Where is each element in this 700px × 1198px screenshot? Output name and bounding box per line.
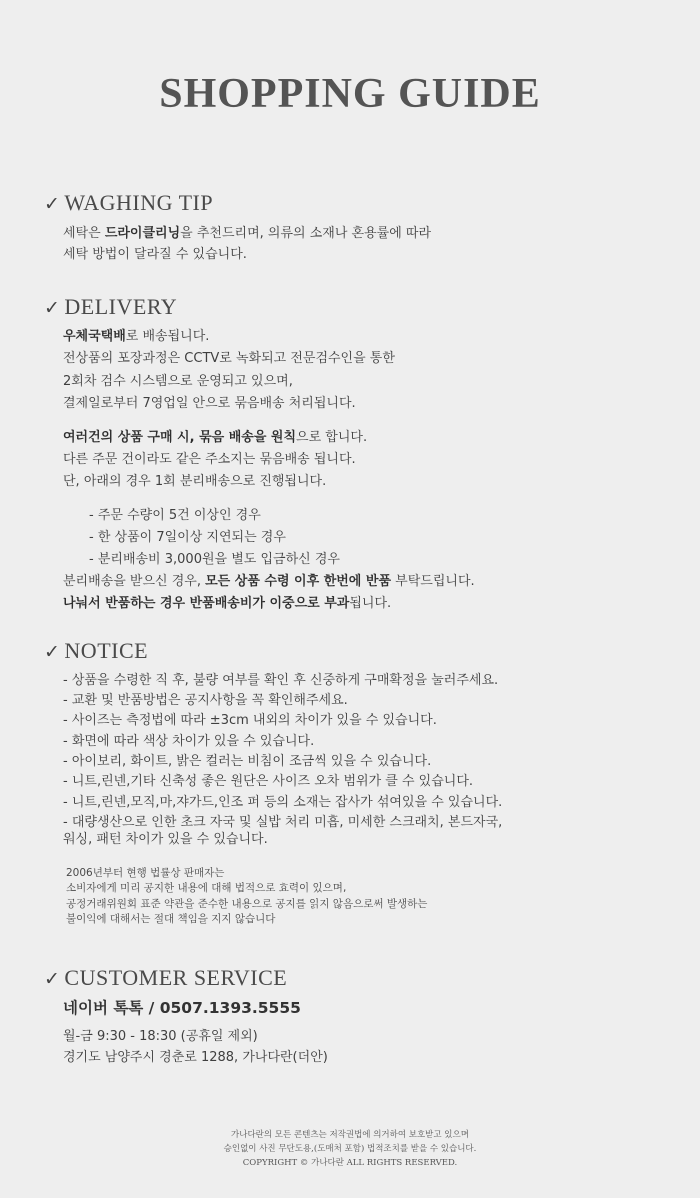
washing-heading-label: WAGHING TIP: [64, 190, 214, 215]
washing-text-line: 세탁 방법이 달라질 수 있습니다.: [63, 247, 247, 262]
text-fragment: 분리배송을 받으신 경우,: [63, 574, 206, 589]
section-heading-delivery: [44, 294, 177, 320]
business-hours: 월-금 9:30 - 18:30 (공휴일 제외): [63, 1029, 258, 1044]
legal-notice-line: 소비자에게 미리 공지한 내용에 대해 법적으로 효력이 있으며,: [66, 882, 347, 894]
legal-notice-line: 2006년부터 현행 법률상 판매자는: [66, 867, 225, 879]
text-fragment: 부탁드립니다.: [391, 574, 475, 589]
delivery-bullet: - 분리배송비 3,000원을 별도 입금하신 경우: [89, 552, 340, 567]
footer-copyright-line: 가나다란의 모든 콘텐츠는 저작권법에 의거하여 보호받고 있으며: [231, 1130, 469, 1140]
delivery-text-line: [63, 596, 391, 612]
notice-heading-label: NOTICE: [64, 638, 149, 663]
delivery-text-line: 결제일로부터 7영업일 안으로 묶음배송 처리됩니다.: [63, 396, 356, 411]
delivery-bullet: - 주문 수량이 5건 이상인 경우: [89, 508, 261, 523]
bold-text: 드라이클리닝: [104, 226, 181, 241]
delivery-text-line: 단, 아래의 경우 1회 분리배송으로 진행됩니다.: [63, 474, 327, 489]
legal-notice-line: 불이익에 대해서는 절대 책임을 지지 않습니다: [66, 913, 276, 925]
contact-line: 네이버 톡톡 / 0507.1393.5555: [63, 999, 301, 1017]
text-fragment: 로 배송됩니다.: [125, 329, 210, 344]
delivery-text-line: 2회차 검수 시스템으로 운영되고 있으며,: [63, 374, 293, 389]
footer-copyright-line: COPYRIGHT © 가나다란 ALL RIGHTS RESERVED.: [242, 1158, 458, 1168]
delivery-text-line: [63, 574, 475, 590]
address: 경기도 남양주시 경춘로 1288, 가나다란(더안): [63, 1050, 328, 1065]
check-icon: ✓: [44, 641, 61, 663]
notice-item: - 화면에 따라 색상 차이가 있을 수 있습니다.: [63, 734, 315, 749]
delivery-bullet: - 한 상품이 7일이상 지연되는 경우: [89, 530, 286, 545]
text-fragment: 을 추천드리며, 의류의 소재나 혼용률에 따라: [180, 226, 432, 241]
text-fragment: 됩니다.: [349, 596, 392, 611]
delivery-text-line: 다른 주문 건이라도 같은 주소지는 묶음배송 됩니다.: [63, 452, 356, 467]
washing-text-line: [63, 226, 431, 242]
section-heading-notice: [44, 638, 148, 664]
customer-heading-label: CUSTOMER SERVICE: [64, 965, 288, 990]
text-fragment: 세탁은: [63, 226, 105, 241]
bold-text: 모든 상품 수령 이후 한번에 반품: [205, 574, 392, 589]
check-icon: ✓: [44, 297, 61, 319]
check-icon: ✓: [44, 193, 61, 215]
bold-text: 나눠서 반품하는 경우 반품배송비가 이중으로 부과: [63, 596, 350, 611]
legal-notice-line: 공정거래위원회 표준 약관을 준수한 내용으로 공지를 읽지 않음으로써 발생하는: [66, 898, 428, 910]
section-heading-customer-service: [44, 965, 287, 991]
delivery-text-line: [63, 329, 209, 345]
text-fragment: 으로 합니다.: [296, 430, 368, 445]
bold-text: 여러건의 상품 구매 시, 묶음 배송을 원칙: [63, 430, 297, 445]
section-heading-washing: [44, 190, 213, 216]
page-title: SHOPPING GUIDE: [159, 71, 541, 117]
notice-item: - 니트,린넨,모직,마,쟈가드,인조 퍼 등의 소재는 잡사가 섞여있을 수 있습니다.: [63, 795, 503, 810]
delivery-text-line: 전상품의 포장과정은 CCTV로 녹화되고 전문검수인을 통한: [63, 351, 395, 366]
bold-text: 우체국택배: [63, 329, 126, 344]
check-icon: ✓: [44, 968, 61, 990]
notice-item: 워싱, 패턴 차이가 있을 수 있습니다.: [63, 832, 268, 847]
notice-item: - 교환 및 반품방법은 공지사항을 꼭 확인해주세요.: [63, 693, 348, 708]
notice-item: - 니트,린넨,기타 신축성 좋은 원단은 사이즈 오차 범위가 클 수 있습니다.: [63, 774, 474, 789]
delivery-heading-label: DELIVERY: [64, 294, 178, 319]
notice-item: - 대량생산으로 인한 초크 자국 및 실밥 처리 미흡, 미세한 스크래치, 본드자국,: [63, 815, 503, 830]
notice-item: - 아이보리, 화이트, 밝은 컬러는 비침이 조금씩 있을 수 있습니다.: [63, 754, 432, 769]
notice-item: - 상품을 수령한 직 후, 불량 여부를 확인 후 신중하게 구매확정을 눌러주세요.: [63, 673, 499, 688]
delivery-text-line: [63, 430, 367, 446]
notice-item: - 사이즈는 측정법에 따라 ±3cm 내외의 차이가 있을 수 있습니다.: [63, 713, 437, 728]
footer-copyright-line: 승인없이 사진 무단도용,(도매처 포함) 법적조치를 받을 수 있습니다.: [223, 1144, 477, 1154]
